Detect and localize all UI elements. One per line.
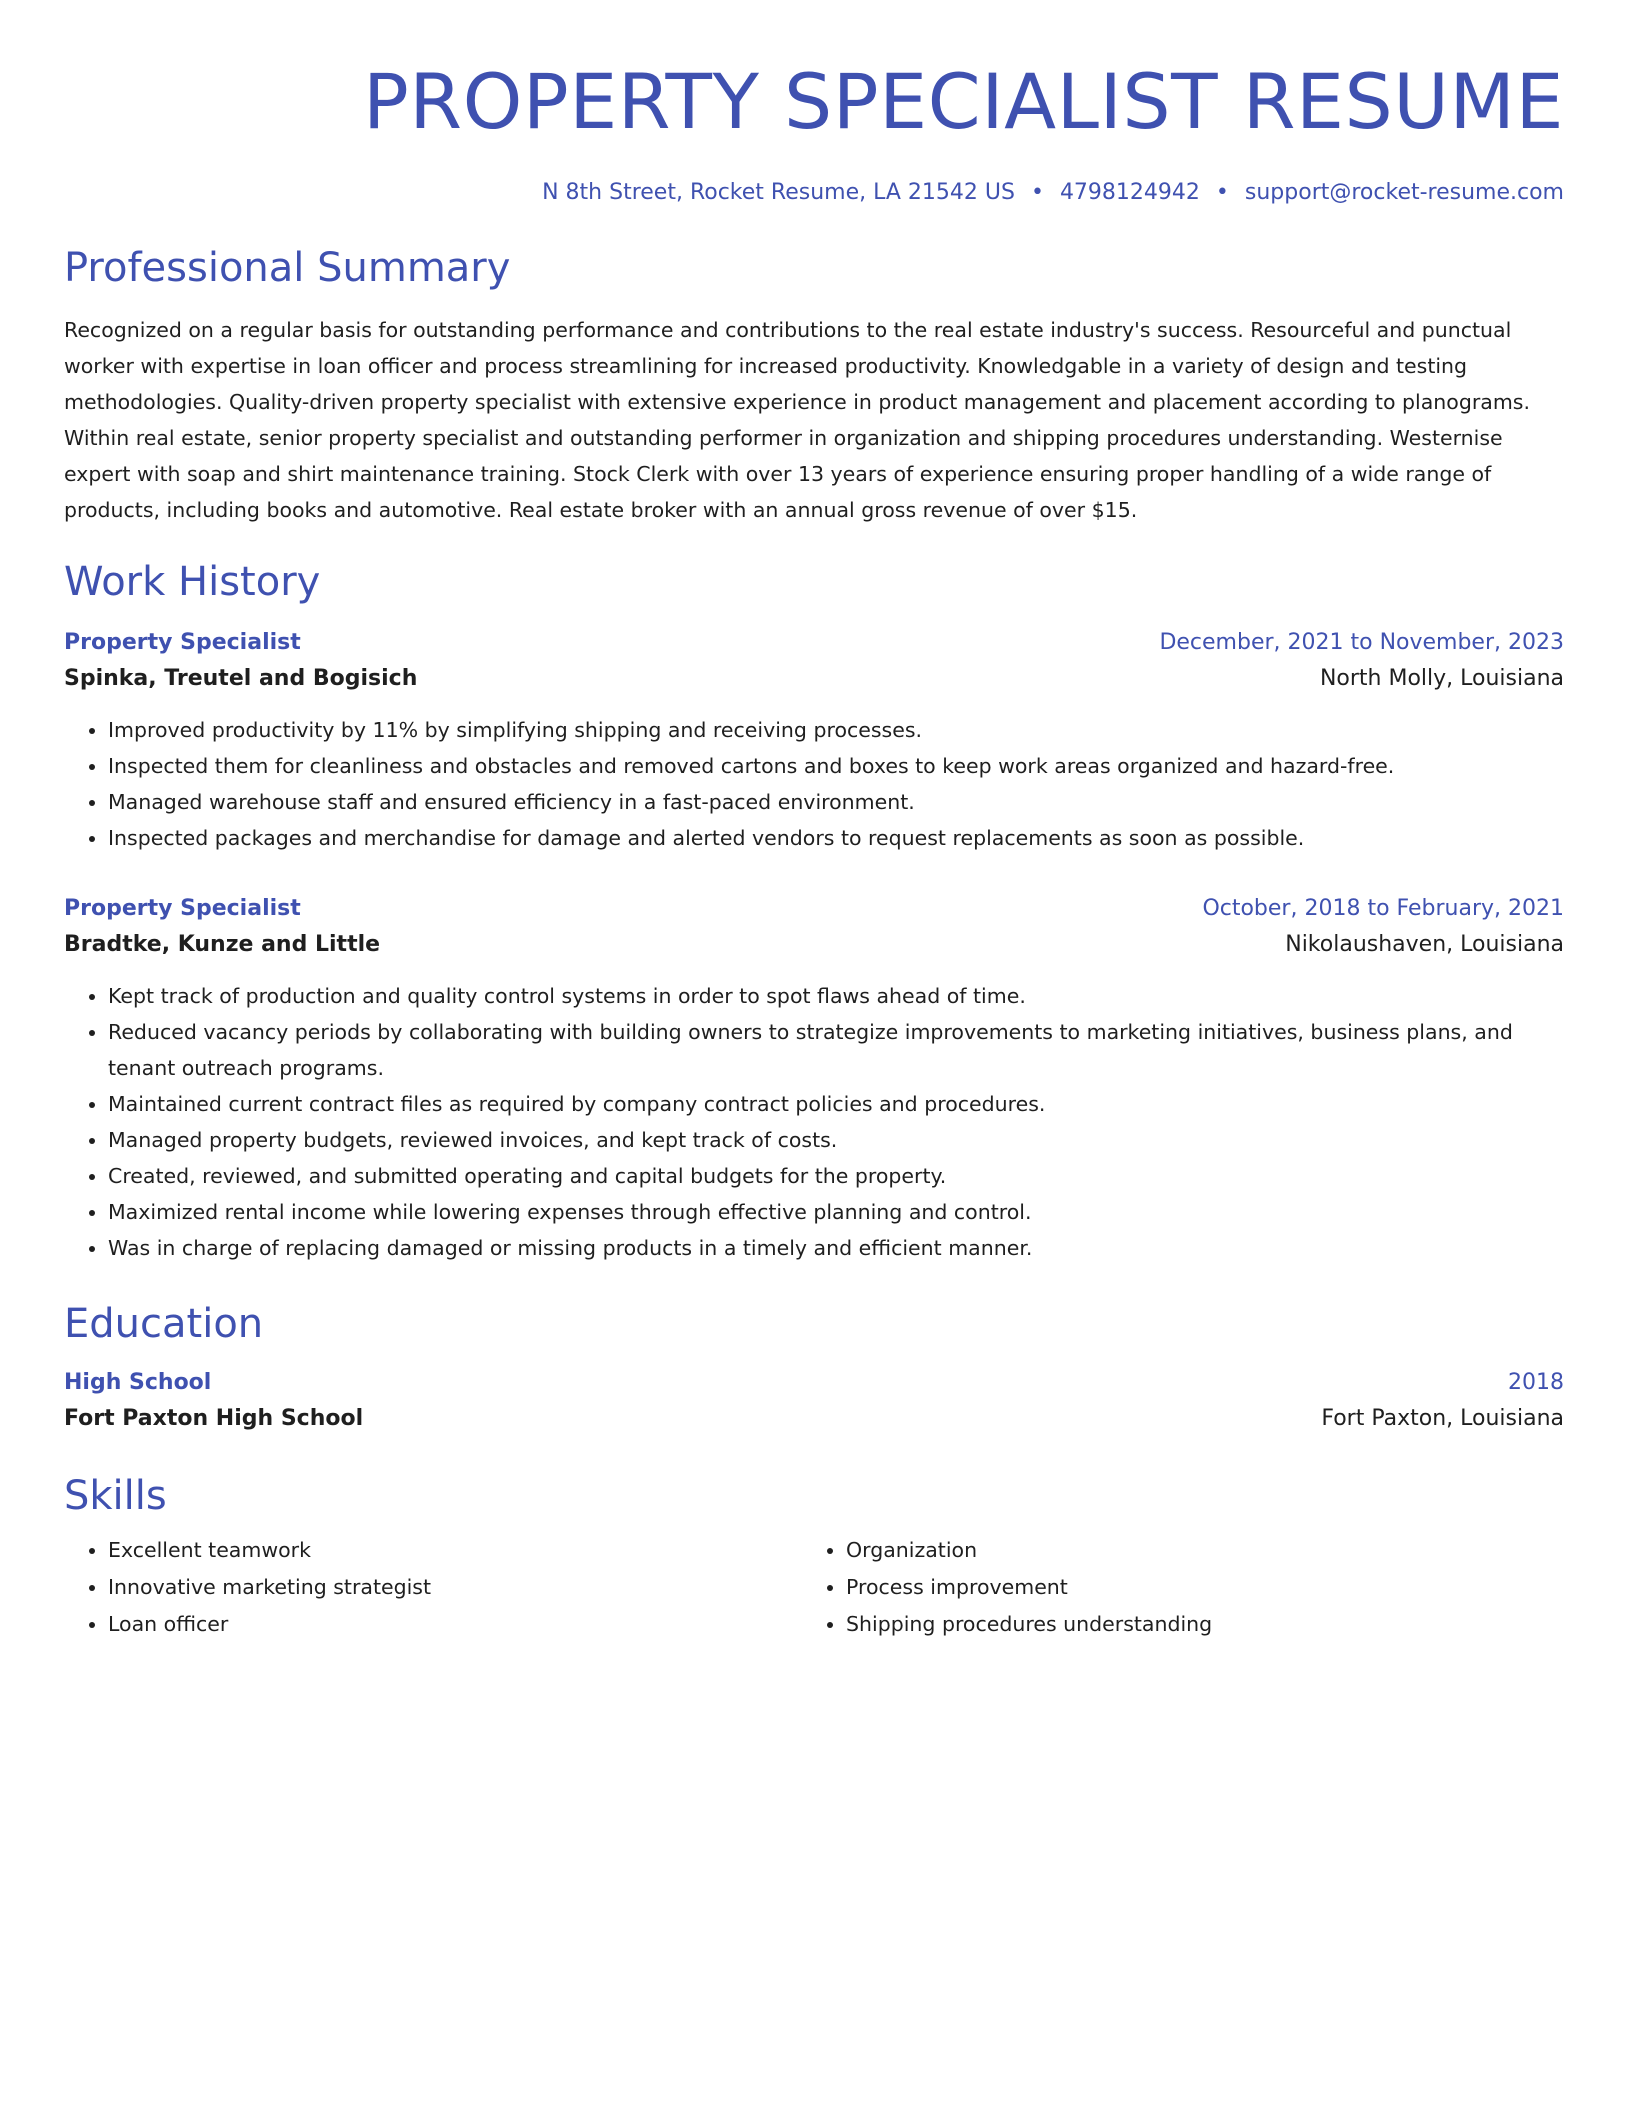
list-item: • Managed property budgets, reviewed invoices, and kept track of costs. <box>108 1122 1564 1158</box>
list-item: • Created, reviewed, and submitted operating and capital budgets for the property. <box>108 1158 1564 1194</box>
job-entry <box>64 626 1564 856</box>
list-item: • Loan officer <box>108 1606 802 1643</box>
job-company: Spinka, Treutel and Bogisich <box>64 666 418 692</box>
list-item: • Organization <box>846 1532 1540 1569</box>
contact-phone: 4798124942 <box>1059 180 1200 205</box>
education-degree: High School <box>64 1370 212 1396</box>
list-item: • Was in charge of replacing damaged or missing products in a timely and efficient manner. <box>108 1230 1564 1266</box>
job-dates: October, 2018 to February, 2021 <box>1202 896 1564 922</box>
list-item: • Process improvement <box>846 1569 1540 1606</box>
education-entry <box>64 1366 1564 1438</box>
list-item: • Maintained current contract files as required by company contract policies and procedures. <box>108 1086 1564 1122</box>
contact-address: N 8th Street, Rocket Resume, LA 21542 US <box>542 180 1015 205</box>
professional-summary-section <box>64 246 1564 528</box>
contact-separator: • <box>1030 180 1044 205</box>
resume-header <box>64 57 1564 206</box>
section-heading: Work History <box>64 559 321 606</box>
list-item: • Inspected them for cleanliness and obstacles and removed cartons and boxes to keep work areas organized and hazard-free. <box>108 748 1564 784</box>
education-location: Fort Paxton, Louisiana <box>1321 1406 1564 1432</box>
job-bullet-list <box>64 712 1564 856</box>
job-company: Bradtke, Kunze and Little <box>64 932 381 958</box>
list-item: • Maximized rental income while lowering expenses through effective planning and control. <box>108 1194 1564 1230</box>
job-dates: December, 2021 to November, 2023 <box>1159 630 1564 656</box>
list-item: • Improved productivity by 11% by simplifying shipping and receiving processes. <box>108 712 1564 748</box>
skills-grid <box>64 1532 1564 1643</box>
job-location: Nikolaushaven, Louisiana <box>1285 932 1564 958</box>
job-entry <box>64 892 1564 1266</box>
section-heading: Professional Summary <box>64 245 511 292</box>
skills-column-left <box>64 1532 802 1643</box>
contact-line <box>64 180 1564 206</box>
list-item: • Innovative marketing strategist <box>108 1569 802 1606</box>
education-year: 2018 <box>1508 1370 1564 1396</box>
list-item: • Reduced vacancy periods by collaborating with building owners to strategize improvements to marketing initiatives, business plans, and tenant outreach programs. <box>108 1014 1564 1086</box>
job-bullet-list <box>64 978 1564 1266</box>
list-item: • Shipping procedures understanding <box>846 1606 1540 1643</box>
section-heading: Education <box>64 1301 264 1348</box>
contact-separator: • <box>1215 180 1229 205</box>
work-history-section <box>64 560 1564 1266</box>
list-item: • Managed warehouse staff and ensured efficiency in a fast-paced environment. <box>108 784 1564 820</box>
summary-text: Recognized on a regular basis for outstanding performance and contributions to the real estate industry's success. Resourceful and punctual worker with expertise in loan officer and process streamlining for increased productivity. Knowledgable in a variety of design and testing methodologies. Quality-driven property specialist with extensive experience in product management and placement according to planograms. Within real estate, senior property specialist and outstanding performer in organization and shipping procedures understanding. Westernise expert with soap and shirt maintenance training. Stock Clerk with over 13 years of experience ensuring proper handling of a wide range of products, including books and automotive. Real estate broker with an annual gross revenue of over $15. <box>64 318 1530 523</box>
skills-section <box>64 1474 1564 1643</box>
list-item: • Kept track of production and quality control systems in order to spot flaws ahead of time. <box>108 978 1564 1014</box>
section-heading: Skills <box>64 1473 167 1520</box>
job-role: Property Specialist <box>64 896 301 922</box>
education-school: Fort Paxton High School <box>64 1406 364 1432</box>
list-item: • Excellent teamwork <box>108 1532 802 1569</box>
resume-title: PROPERTY SPECIALIST RESUME <box>362 57 1564 146</box>
job-role: Property Specialist <box>64 630 301 656</box>
list-item: • Inspected packages and merchandise for damage and alerted vendors to request replacements as soon as possible. <box>108 820 1564 856</box>
contact-email: support@rocket-resume.com <box>1244 180 1564 205</box>
skills-column-right <box>802 1532 1540 1643</box>
education-section <box>64 1302 1564 1438</box>
job-location: North Molly, Louisiana <box>1319 666 1564 692</box>
